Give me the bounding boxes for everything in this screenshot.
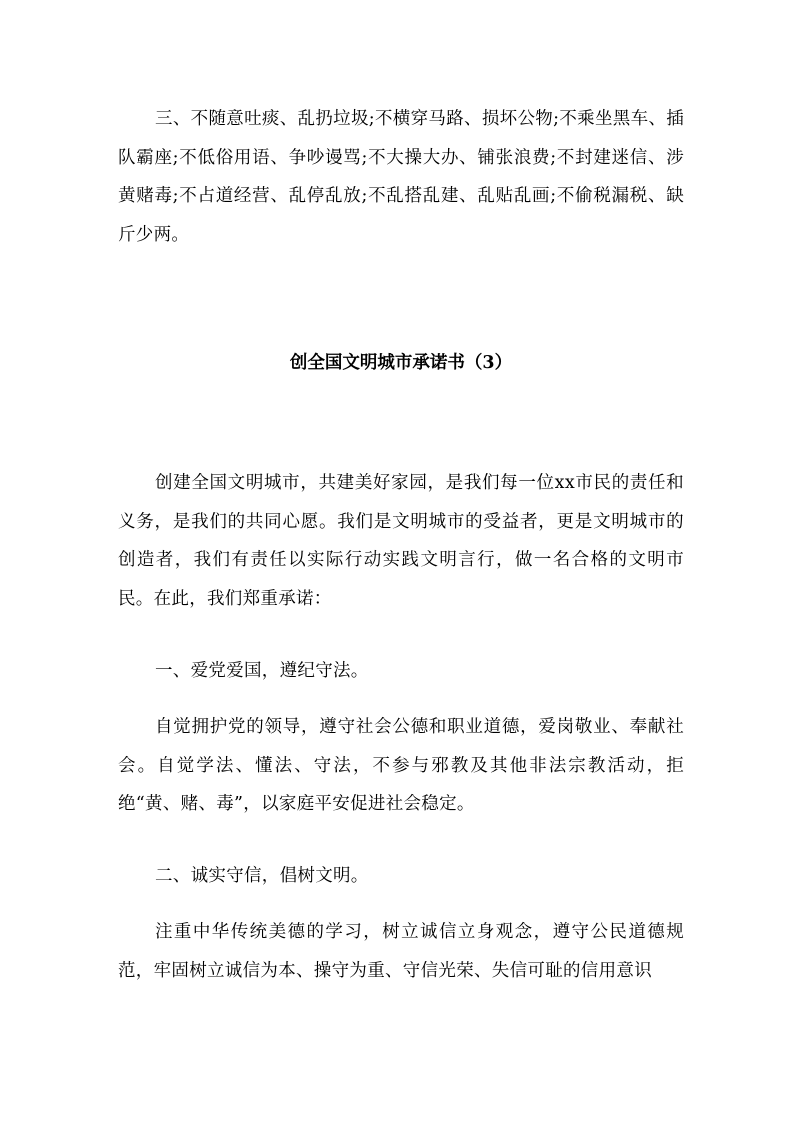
section1-heading: 一、爱党爱国，遵纪守法。 [155,661,369,681]
continuation-paragraph: 三、不随意吐痰、乱扔垃圾;不横穿马路、损坏公物;不乘坐黑车、插队霸座;不低俗用语、争吵谩骂;不大操大办、铺张浪费;不封建迷信、涉黄赌毒;不占道经营、乱停乱放;不乱搭乱建、乱贴乱画;不偷税漏税、缺斤少两。 [118,109,684,245]
intro-paragraph: 创建全国文明城市，共建美好家园，是我们每一位xx市民的责任和义务，是我们的共同心愿。我们是文明城市的受益者，更是文明城市的创造者，我们有责任以实际行动实践文明言行，做一名合格的文明市民。在此，我们郑重承诺： [118,473,684,609]
section2-heading: 二、诚实守信，倡树文明。 [155,866,369,886]
section1-body: 自觉拥护党的领导，遵守社会公德和职业道德，爱岗敬业、奉献社会。自觉学法、懂法、守法，不参与邪教及其他非法宗教活动，拒绝“黄、赌、毒”，以家庭平安促进社会稳定。 [118,717,684,814]
section2-body: 注重中华传统美德的学习，树立诚信立身观念，遵守公民道德规范，牢固树立诚信为本、操守为重、守信光荣、失信可耻的信用意识 [118,922,684,981]
document-title: 创全国文明城市承诺书（3） [289,353,513,373]
